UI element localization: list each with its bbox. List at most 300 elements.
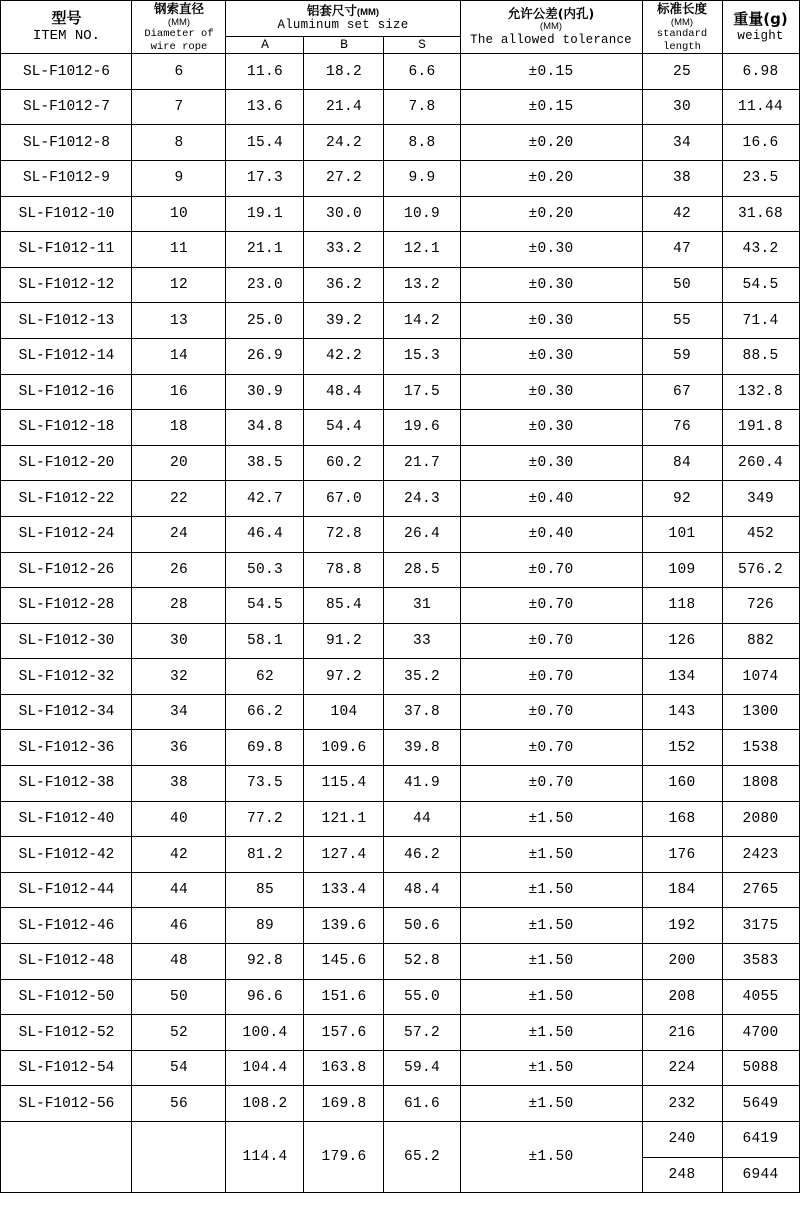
cell-dim-s: 19.6 bbox=[384, 410, 460, 446]
cell-dim-s: 48.4 bbox=[384, 872, 460, 908]
cell-dim-s: 26.4 bbox=[384, 516, 460, 552]
cell-tolerance: ±1.50 bbox=[460, 1086, 642, 1122]
table-row bbox=[1, 694, 799, 730]
cell-item-no: SL-F1012-12 bbox=[1, 267, 132, 303]
header-tolerance-cn: 允许公差(内孔) bbox=[507, 5, 595, 21]
header-weight-en: weight bbox=[737, 28, 784, 43]
cell-dim-b: 85.4 bbox=[304, 588, 384, 624]
cell-standard-length: 101 bbox=[642, 516, 722, 552]
cell-weight: 452 bbox=[722, 516, 799, 552]
header-standard-length-unit: (MM) bbox=[670, 16, 694, 28]
table-row bbox=[1, 1015, 799, 1051]
cell-item-no: SL-F1012-50 bbox=[1, 979, 132, 1015]
cell-item-no: SL-F1012-11 bbox=[1, 232, 132, 268]
header-weight-cn: 重量(g) bbox=[733, 9, 788, 28]
cell-dim-s: 28.5 bbox=[384, 552, 460, 588]
cell-dim-a: 50.3 bbox=[226, 552, 304, 588]
cell-tolerance: ±1.50 bbox=[460, 1050, 642, 1086]
table-row bbox=[1, 196, 799, 232]
header-standard-length-en1: standard bbox=[656, 28, 708, 41]
cell-dim-b: 48.4 bbox=[304, 374, 384, 410]
cell-dim-a: 34.8 bbox=[226, 410, 304, 446]
cell-dim-s: 57.2 bbox=[384, 1015, 460, 1051]
cell-wire-diameter: 16 bbox=[132, 374, 226, 410]
cell-dim-s: 7.8 bbox=[384, 89, 460, 125]
cell-tolerance: ±0.30 bbox=[460, 410, 642, 446]
cell-item-no: SL-F1012-6 bbox=[1, 54, 132, 90]
cell-weight: 349 bbox=[722, 481, 799, 517]
cell-wire-diameter: 38 bbox=[132, 766, 226, 802]
table-row bbox=[1, 374, 799, 410]
cell-dim-b: 109.6 bbox=[304, 730, 384, 766]
cell-dim-b: 60.2 bbox=[304, 445, 384, 481]
cell-dim-b: 33.2 bbox=[304, 232, 384, 268]
cell-item-no: SL-F1012-24 bbox=[1, 516, 132, 552]
cell-dim-b: 36.2 bbox=[304, 267, 384, 303]
cell-weight: 71.4 bbox=[722, 303, 799, 339]
cell-item-no: SL-F1012-54 bbox=[1, 1050, 132, 1086]
table-header bbox=[1, 1, 799, 54]
table-row bbox=[1, 410, 799, 446]
cell-wire-diameter: 34 bbox=[132, 694, 226, 730]
cell-weight: 31.68 bbox=[722, 196, 799, 232]
cell-item-no: SL-F1012-26 bbox=[1, 552, 132, 588]
cell-item-no: SL-F1012-40 bbox=[1, 801, 132, 837]
cell-wire-diameter: 18 bbox=[132, 410, 226, 446]
cell-weight: 1300 bbox=[722, 694, 799, 730]
cell-dim-s: 52.8 bbox=[384, 944, 460, 980]
table-row bbox=[1, 89, 799, 125]
cell-tolerance: ±0.30 bbox=[460, 374, 642, 410]
cell-tolerance: ±0.30 bbox=[460, 445, 642, 481]
cell-standard-length: 25 bbox=[642, 54, 722, 90]
cell-dim-a: 81.2 bbox=[226, 837, 304, 873]
cell-wire-diameter: 9 bbox=[132, 160, 226, 196]
table-row bbox=[1, 267, 799, 303]
cell-weight: 882 bbox=[722, 623, 799, 659]
cell-item-no: SL-F1012-36 bbox=[1, 730, 132, 766]
cell-dim-b: 163.8 bbox=[304, 1050, 384, 1086]
cell-wire-diameter: 14 bbox=[132, 338, 226, 374]
cell-dim-s: 44 bbox=[384, 801, 460, 837]
cell-dim-a: 17.3 bbox=[226, 160, 304, 196]
cell-tolerance: ±0.70 bbox=[460, 623, 642, 659]
cell-dim-b: 42.2 bbox=[304, 338, 384, 374]
header-standard-length bbox=[642, 1, 722, 54]
cell-weight: 2080 bbox=[722, 801, 799, 837]
cell-dim-a: 104.4 bbox=[226, 1050, 304, 1086]
cell-dim-a: 77.2 bbox=[226, 801, 304, 837]
cell-dim-b: 151.6 bbox=[304, 979, 384, 1015]
cell-tolerance: ±0.20 bbox=[460, 160, 642, 196]
cell-tolerance: ±0.20 bbox=[460, 196, 642, 232]
cell-wire-diameter: 22 bbox=[132, 481, 226, 517]
table-row bbox=[1, 232, 799, 268]
cell-dim-s: 65.2 bbox=[384, 1122, 460, 1193]
cell-dim-b: 115.4 bbox=[304, 766, 384, 802]
header-wire-diameter-unit: (MM) bbox=[167, 16, 191, 28]
cell-weight: 132.8 bbox=[722, 374, 799, 410]
cell-dim-b: 21.4 bbox=[304, 89, 384, 125]
cell-tolerance: ±0.30 bbox=[460, 338, 642, 374]
cell-standard-length: 55 bbox=[642, 303, 722, 339]
cell-item-no: SL-F1012-30 bbox=[1, 623, 132, 659]
cell-wire-diameter: 50 bbox=[132, 979, 226, 1015]
cell-weight: 5088 bbox=[722, 1050, 799, 1086]
cell-wire-diameter: 56 bbox=[132, 1086, 226, 1122]
cell-dim-b: 157.6 bbox=[304, 1015, 384, 1051]
cell-weight: 726 bbox=[722, 588, 799, 624]
cell-weight: 11.44 bbox=[722, 89, 799, 125]
cell-weight: 576.2 bbox=[722, 552, 799, 588]
header-row-main bbox=[1, 1, 799, 37]
cell-item-no: SL-F1012-42 bbox=[1, 837, 132, 873]
cell-dim-a: 54.5 bbox=[226, 588, 304, 624]
cell-wire-diameter: 6 bbox=[132, 54, 226, 90]
header-aluminum-set-size-cn-text: 铝套尺寸 bbox=[306, 2, 357, 18]
cell-standard-length: 200 bbox=[642, 944, 722, 980]
cell-item-no: SL-F1012-18 bbox=[1, 410, 132, 446]
cell-tolerance: ±1.50 bbox=[460, 944, 642, 980]
cell-tolerance: ±0.15 bbox=[460, 89, 642, 125]
cell-dim-s: 59.4 bbox=[384, 1050, 460, 1086]
cell-weight: 1538 bbox=[722, 730, 799, 766]
cell-wire-diameter: 54 bbox=[132, 1050, 226, 1086]
table-row bbox=[1, 516, 799, 552]
cell-tolerance: ±1.50 bbox=[460, 979, 642, 1015]
cell-wire-diameter: 40 bbox=[132, 801, 226, 837]
cell-dim-s: 55.0 bbox=[384, 979, 460, 1015]
cell-standard-length: 216 bbox=[642, 1015, 722, 1051]
table-row bbox=[1, 303, 799, 339]
cell-wire-diameter: 52 bbox=[132, 1015, 226, 1051]
cell-dim-a: 114.4 bbox=[226, 1122, 304, 1193]
header-sub-b: B bbox=[304, 36, 384, 54]
cell-standard-length: 160 bbox=[642, 766, 722, 802]
cell-weight: 1808 bbox=[722, 766, 799, 802]
cell-standard-length: 184 bbox=[642, 872, 722, 908]
cell-wire-diameter: 8 bbox=[132, 125, 226, 161]
cell-dim-a: 42.7 bbox=[226, 481, 304, 517]
cell-weight: 4700 bbox=[722, 1015, 799, 1051]
cell-standard-length: 59 bbox=[642, 338, 722, 374]
cell-standard-length: 168 bbox=[642, 801, 722, 837]
cell-dim-a: 108.2 bbox=[226, 1086, 304, 1122]
cell-dim-b: 179.6 bbox=[304, 1122, 384, 1193]
cell-standard-length: 224 bbox=[642, 1050, 722, 1086]
cell-dim-s: 10.9 bbox=[384, 196, 460, 232]
cell-weight: 88.5 bbox=[722, 338, 799, 374]
cell-dim-s: 41.9 bbox=[384, 766, 460, 802]
table-row bbox=[1, 801, 799, 837]
cell-wire-diameter bbox=[132, 1122, 226, 1193]
cell-item-no: SL-F1012-48 bbox=[1, 944, 132, 980]
table-row bbox=[1, 54, 799, 90]
cell-dim-s: 50.6 bbox=[384, 908, 460, 944]
cell-dim-b: 78.8 bbox=[304, 552, 384, 588]
cell-dim-s: 61.6 bbox=[384, 1086, 460, 1122]
cell-weight: 6944 bbox=[722, 1157, 799, 1193]
cell-tolerance: ±0.30 bbox=[460, 267, 642, 303]
cell-dim-a: 11.6 bbox=[226, 54, 304, 90]
cell-wire-diameter: 26 bbox=[132, 552, 226, 588]
table-row bbox=[1, 730, 799, 766]
table-row bbox=[1, 837, 799, 873]
cell-dim-b: 104 bbox=[304, 694, 384, 730]
header-sub-s: S bbox=[384, 36, 460, 54]
cell-weight: 3583 bbox=[722, 944, 799, 980]
cell-dim-a: 69.8 bbox=[226, 730, 304, 766]
cell-dim-b: 39.2 bbox=[304, 303, 384, 339]
cell-item-no: SL-F1012-38 bbox=[1, 766, 132, 802]
cell-dim-a: 21.1 bbox=[226, 232, 304, 268]
cell-standard-length: 92 bbox=[642, 481, 722, 517]
cell-wire-diameter: 30 bbox=[132, 623, 226, 659]
table-row bbox=[1, 944, 799, 980]
cell-dim-a: 73.5 bbox=[226, 766, 304, 802]
header-wire-diameter-cn: 钢索直径 bbox=[153, 1, 204, 16]
table-row bbox=[1, 552, 799, 588]
cell-standard-length: 192 bbox=[642, 908, 722, 944]
header-standard-length-en2: length bbox=[663, 40, 701, 53]
cell-standard-length: 84 bbox=[642, 445, 722, 481]
cell-dim-a: 89 bbox=[226, 908, 304, 944]
cell-dim-b: 133.4 bbox=[304, 872, 384, 908]
cell-tolerance: ±0.70 bbox=[460, 659, 642, 695]
cell-dim-a: 92.8 bbox=[226, 944, 304, 980]
cell-tolerance: ±0.70 bbox=[460, 694, 642, 730]
header-item-no bbox=[1, 1, 132, 54]
cell-tolerance: ±0.70 bbox=[460, 588, 642, 624]
cell-dim-s: 15.3 bbox=[384, 338, 460, 374]
header-weight bbox=[722, 1, 799, 54]
cell-item-no: SL-F1012-28 bbox=[1, 588, 132, 624]
cell-standard-length: 240 bbox=[642, 1122, 722, 1158]
cell-item-no: SL-F1012-52 bbox=[1, 1015, 132, 1051]
cell-weight: 191.8 bbox=[722, 410, 799, 446]
cell-dim-b: 127.4 bbox=[304, 837, 384, 873]
cell-dim-s: 39.8 bbox=[384, 730, 460, 766]
cell-dim-s: 8.8 bbox=[384, 125, 460, 161]
cell-item-no: SL-F1012-10 bbox=[1, 196, 132, 232]
cell-dim-b: 145.6 bbox=[304, 944, 384, 980]
cell-dim-a: 62 bbox=[226, 659, 304, 695]
cell-tolerance: ±0.20 bbox=[460, 125, 642, 161]
cell-tolerance: ±1.50 bbox=[460, 1015, 642, 1051]
cell-dim-a: 66.2 bbox=[226, 694, 304, 730]
cell-weight: 1074 bbox=[722, 659, 799, 695]
cell-standard-length: 176 bbox=[642, 837, 722, 873]
cell-dim-s: 35.2 bbox=[384, 659, 460, 695]
table-row bbox=[1, 623, 799, 659]
cell-tolerance: ±0.30 bbox=[460, 303, 642, 339]
cell-wire-diameter: 44 bbox=[132, 872, 226, 908]
table-row bbox=[1, 588, 799, 624]
cell-tolerance: ±0.30 bbox=[460, 232, 642, 268]
cell-weight: 23.5 bbox=[722, 160, 799, 196]
cell-tolerance: ±0.40 bbox=[460, 516, 642, 552]
cell-standard-length: 118 bbox=[642, 588, 722, 624]
header-tolerance-unit: (MM) bbox=[539, 21, 563, 33]
cell-dim-a: 25.0 bbox=[226, 303, 304, 339]
header-aluminum-set-size bbox=[226, 1, 460, 37]
cell-wire-diameter: 13 bbox=[132, 303, 226, 339]
cell-dim-s: 13.2 bbox=[384, 267, 460, 303]
cell-wire-diameter: 12 bbox=[132, 267, 226, 303]
cell-wire-diameter: 32 bbox=[132, 659, 226, 695]
cell-standard-length: 76 bbox=[642, 410, 722, 446]
cell-tolerance: ±1.50 bbox=[460, 837, 642, 873]
cell-dim-b: 139.6 bbox=[304, 908, 384, 944]
cell-item-no: SL-F1012-9 bbox=[1, 160, 132, 196]
cell-tolerance: ±0.40 bbox=[460, 481, 642, 517]
header-aluminum-set-size-cn bbox=[226, 3, 459, 19]
cell-dim-a: 30.9 bbox=[226, 374, 304, 410]
cell-wire-diameter: 28 bbox=[132, 588, 226, 624]
cell-standard-length: 134 bbox=[642, 659, 722, 695]
cell-dim-s: 33 bbox=[384, 623, 460, 659]
cell-standard-length: 143 bbox=[642, 694, 722, 730]
cell-dim-s: 9.9 bbox=[384, 160, 460, 196]
cell-standard-length: 30 bbox=[642, 89, 722, 125]
cell-dim-b: 67.0 bbox=[304, 481, 384, 517]
cell-tolerance: ±1.50 bbox=[460, 1122, 642, 1193]
table-row bbox=[1, 125, 799, 161]
cell-wire-diameter: 48 bbox=[132, 944, 226, 980]
header-wire-diameter-en1: Diameter of bbox=[144, 28, 214, 41]
cell-weight: 2765 bbox=[722, 872, 799, 908]
cell-weight: 3175 bbox=[722, 908, 799, 944]
header-aluminum-set-size-unit: (MM) bbox=[356, 6, 380, 18]
cell-standard-length: 208 bbox=[642, 979, 722, 1015]
header-wire-diameter-en2: wire rope bbox=[150, 40, 208, 53]
header-aluminum-set-size-en: Aluminum set size bbox=[277, 18, 409, 33]
cell-dim-b: 24.2 bbox=[304, 125, 384, 161]
cell-standard-length: 34 bbox=[642, 125, 722, 161]
cell-dim-s: 14.2 bbox=[384, 303, 460, 339]
cell-item-no: SL-F1012-14 bbox=[1, 338, 132, 374]
table-row bbox=[1, 160, 799, 196]
cell-standard-length: 47 bbox=[642, 232, 722, 268]
cell-weight: 2423 bbox=[722, 837, 799, 873]
cell-item-no: SL-F1012-56 bbox=[1, 1086, 132, 1122]
header-item-no-cn: 型号 bbox=[51, 8, 82, 27]
table-body bbox=[1, 54, 799, 1193]
cell-dim-s: 12.1 bbox=[384, 232, 460, 268]
cell-wire-diameter: 36 bbox=[132, 730, 226, 766]
cell-weight: 54.5 bbox=[722, 267, 799, 303]
cell-dim-s: 31 bbox=[384, 588, 460, 624]
cell-dim-b: 169.8 bbox=[304, 1086, 384, 1122]
cell-standard-length: 109 bbox=[642, 552, 722, 588]
cell-standard-length: 248 bbox=[642, 1157, 722, 1193]
cell-item-no: SL-F1012-16 bbox=[1, 374, 132, 410]
header-sub-a: A bbox=[226, 36, 304, 54]
cell-dim-s: 24.3 bbox=[384, 481, 460, 517]
cell-tolerance: ±0.70 bbox=[460, 730, 642, 766]
cell-item-no: SL-F1012-22 bbox=[1, 481, 132, 517]
cell-standard-length: 38 bbox=[642, 160, 722, 196]
table-row bbox=[1, 908, 799, 944]
cell-item-no: SL-F1012-8 bbox=[1, 125, 132, 161]
table-row bbox=[1, 979, 799, 1015]
cell-weight: 5649 bbox=[722, 1086, 799, 1122]
cell-wire-diameter: 10 bbox=[132, 196, 226, 232]
header-tolerance-en: The allowed tolerance bbox=[470, 32, 632, 47]
cell-wire-diameter: 24 bbox=[132, 516, 226, 552]
cell-standard-length: 42 bbox=[642, 196, 722, 232]
cell-item-no: SL-F1012-13 bbox=[1, 303, 132, 339]
header-item-no-en: ITEM NO. bbox=[32, 28, 101, 45]
cell-item-no: SL-F1012-20 bbox=[1, 445, 132, 481]
cell-standard-length: 232 bbox=[642, 1086, 722, 1122]
cell-dim-a: 19.1 bbox=[226, 196, 304, 232]
cell-dim-b: 91.2 bbox=[304, 623, 384, 659]
cell-item-no: SL-F1012-34 bbox=[1, 694, 132, 730]
cell-item-no: SL-F1012-46 bbox=[1, 908, 132, 944]
cell-wire-diameter: 20 bbox=[132, 445, 226, 481]
cell-dim-s: 46.2 bbox=[384, 837, 460, 873]
cell-dim-a: 58.1 bbox=[226, 623, 304, 659]
cell-dim-b: 72.8 bbox=[304, 516, 384, 552]
table-row bbox=[1, 872, 799, 908]
cell-wire-diameter: 11 bbox=[132, 232, 226, 268]
cell-weight: 4055 bbox=[722, 979, 799, 1015]
cell-dim-s: 21.7 bbox=[384, 445, 460, 481]
table-row bbox=[1, 481, 799, 517]
cell-tolerance: ±0.70 bbox=[460, 766, 642, 802]
cell-dim-b: 27.2 bbox=[304, 160, 384, 196]
cell-standard-length: 126 bbox=[642, 623, 722, 659]
table-row bbox=[1, 1050, 799, 1086]
header-standard-length-cn: 标准长度 bbox=[656, 1, 707, 16]
cell-dim-a: 46.4 bbox=[226, 516, 304, 552]
cell-standard-length: 67 bbox=[642, 374, 722, 410]
cell-tolerance: ±1.50 bbox=[460, 801, 642, 837]
cell-standard-length: 152 bbox=[642, 730, 722, 766]
cell-dim-s: 17.5 bbox=[384, 374, 460, 410]
cell-dim-a: 23.0 bbox=[226, 267, 304, 303]
cell-item-no: SL-F1012-32 bbox=[1, 659, 132, 695]
cell-item-no: SL-F1012-44 bbox=[1, 872, 132, 908]
cell-dim-a: 85 bbox=[226, 872, 304, 908]
cell-weight: 260.4 bbox=[722, 445, 799, 481]
cell-tolerance: ±0.70 bbox=[460, 552, 642, 588]
cell-dim-a: 100.4 bbox=[226, 1015, 304, 1051]
cell-wire-diameter: 42 bbox=[132, 837, 226, 873]
cell-dim-s: 6.6 bbox=[384, 54, 460, 90]
cell-weight: 6.98 bbox=[722, 54, 799, 90]
table-row bbox=[1, 445, 799, 481]
cell-tolerance: ±1.50 bbox=[460, 872, 642, 908]
table-row bbox=[1, 659, 799, 695]
cell-dim-a: 26.9 bbox=[226, 338, 304, 374]
cell-dim-b: 54.4 bbox=[304, 410, 384, 446]
table-row bbox=[1, 1086, 799, 1122]
cell-dim-a: 15.4 bbox=[226, 125, 304, 161]
cell-wire-diameter: 7 bbox=[132, 89, 226, 125]
header-wire-diameter bbox=[132, 1, 226, 54]
header-tolerance bbox=[460, 1, 642, 54]
table-row bbox=[1, 1122, 799, 1158]
cell-dim-b: 121.1 bbox=[304, 801, 384, 837]
cell-tolerance: ±0.15 bbox=[460, 54, 642, 90]
cell-weight: 16.6 bbox=[722, 125, 799, 161]
cell-item-no bbox=[1, 1122, 132, 1193]
cell-dim-b: 30.0 bbox=[304, 196, 384, 232]
cell-wire-diameter: 46 bbox=[132, 908, 226, 944]
table-row bbox=[1, 766, 799, 802]
